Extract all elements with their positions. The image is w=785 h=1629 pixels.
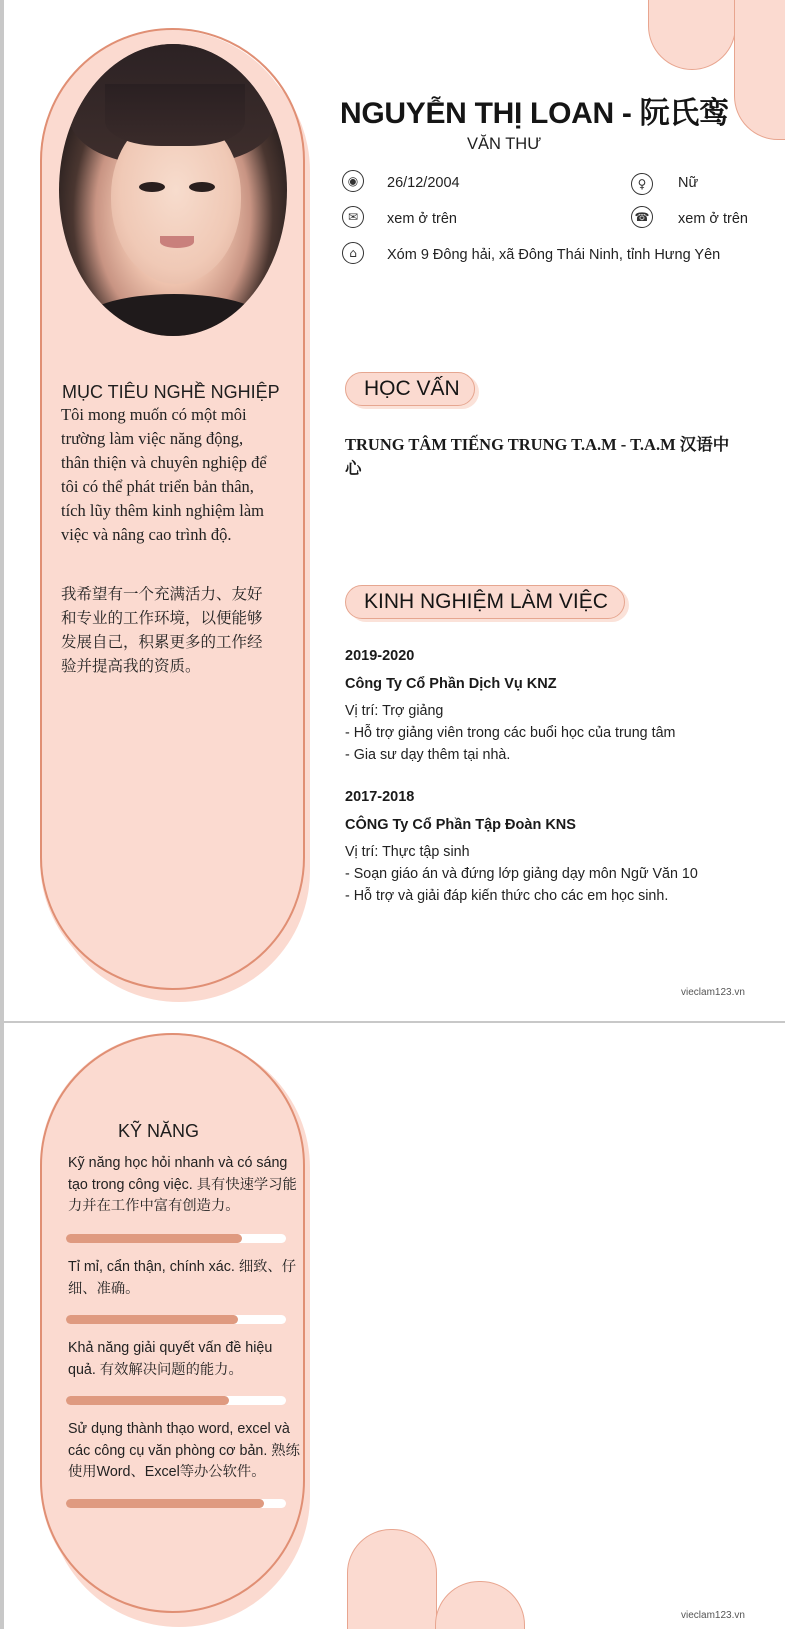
skill-2-bar <box>66 1315 286 1324</box>
gender-value: Nữ <box>678 175 699 191</box>
gender-icon: ♀ <box>631 173 653 195</box>
education-school: TRUNG TÂM TIẾNG TRUNG T.A.M - T.A.M 汉语中心 <box>345 435 730 478</box>
job-2-role: Vị trí: Thực tập sinh <box>345 844 470 860</box>
job-1-duty-2: - Gia sư dạy thêm tại nhà. <box>345 747 511 763</box>
skill-3-bar-fill <box>66 1396 229 1405</box>
job-2-duty-1: - Soạn giáo án và đứng lớp giảng dạy môn Ngữ Văn 10 <box>345 866 698 882</box>
decor-shape-bottom-1 <box>347 1529 437 1629</box>
cv-page-1 <box>4 0 785 1021</box>
candidate-position: VĂN THƯ <box>467 135 542 153</box>
skill-4-bar <box>66 1499 286 1508</box>
education-title: HỌC VẤN <box>364 377 460 400</box>
job-1-duty-1: - Hỗ trợ giảng viên trong các buổi học của trung tâm <box>345 725 676 741</box>
experience-title: KINH NGHIỆM LÀM VIỆC <box>364 590 608 613</box>
cv-page-2 <box>4 1023 785 1629</box>
email-value: xem ở trên <box>387 211 457 227</box>
cake-icon: ◉ <box>342 170 364 192</box>
mail-icon: ✉ <box>342 206 364 228</box>
photo-mouth <box>160 236 194 248</box>
home-icon: ⌂ <box>342 242 364 264</box>
address-value: Xóm 9 Đông hải, xã Đông Thái Ninh, tỉnh Hưng Yên <box>387 247 721 263</box>
skill-2-text: Tỉ mỉ, cẩn thận, chính xác. 细致、仔细、准确。 <box>68 1259 297 1297</box>
skill-3-text: Khả năng giải quyết vấn đề hiệu quả. 有效解决问题的能力。 <box>68 1340 273 1378</box>
job-2-years: 2017-2018 <box>345 789 415 805</box>
job-1-company: Công Ty Cổ Phần Dịch Vụ KNZ <box>345 676 557 692</box>
objective-title: MỤC TIÊU NGHỀ NGHIỆP <box>62 382 280 402</box>
photo-eye-right <box>189 182 215 192</box>
job-1-years: 2019-2020 <box>345 648 415 664</box>
watermark-page-1: vieclam123.vn <box>681 987 745 998</box>
birthday-value: 26/12/2004 <box>387 175 460 191</box>
skill-3-bar <box>66 1396 286 1405</box>
job-2-company: CÔNG Ty Cổ Phần Tập Đoàn KNS <box>345 817 576 833</box>
skill-4-bar-fill <box>66 1499 264 1508</box>
photo-eye-left <box>139 182 165 192</box>
photo-bangs <box>105 84 245 146</box>
decor-shape-top-1 <box>648 0 736 70</box>
phone-value: xem ở trên <box>678 211 748 227</box>
education-title-badge <box>345 372 475 406</box>
photo-shirt <box>79 294 269 336</box>
watermark-page-2: vieclam123.vn <box>681 1610 745 1621</box>
skill-1-text: Kỹ năng học hỏi nhanh và có sáng tạo trong công việc. 具有快速学习能力并在工作中富有创造力。 <box>68 1155 297 1214</box>
skill-2-bar-fill <box>66 1315 238 1324</box>
decor-shape-bottom-2 <box>435 1581 525 1629</box>
phone-icon: ☎ <box>631 206 653 228</box>
candidate-name: NGUYỄN THỊ LOAN - 阮氏鸾 <box>340 97 729 130</box>
skill-1-bar <box>66 1234 286 1243</box>
avatar-photo <box>59 44 287 336</box>
job-2-duty-2: - Hỗ trợ và giải đáp kiến thức cho các em học sinh. <box>345 888 669 904</box>
objective-text-cn: 我希望有一个充满活力、友好和专业的工作环境，以便能够发展自己，积累更多的工作经验并提高我的资质。 <box>61 585 263 675</box>
skills-title: KỸ NĂNG <box>118 1121 200 1141</box>
experience-title-badge <box>345 585 625 619</box>
decor-shape-top-2 <box>734 0 785 140</box>
skill-4-text: Sử dụng thành thạo word, excel và các công cụ văn phòng cơ bản. 熟练使用Word、Excel等办公软件。 <box>68 1421 300 1480</box>
job-1-role: Vị trí: Trợ giảng <box>345 703 444 719</box>
objective-text-vi: Tôi mong muốn có một môi trường làm việc năng động, thân thiện và chuyên nghiệp để tôi có thể phát triển bản thân, tích lũy thêm kinh nghiệm làm việc và nâng cao trình độ. <box>61 405 267 544</box>
skill-1-bar-fill <box>66 1234 242 1243</box>
